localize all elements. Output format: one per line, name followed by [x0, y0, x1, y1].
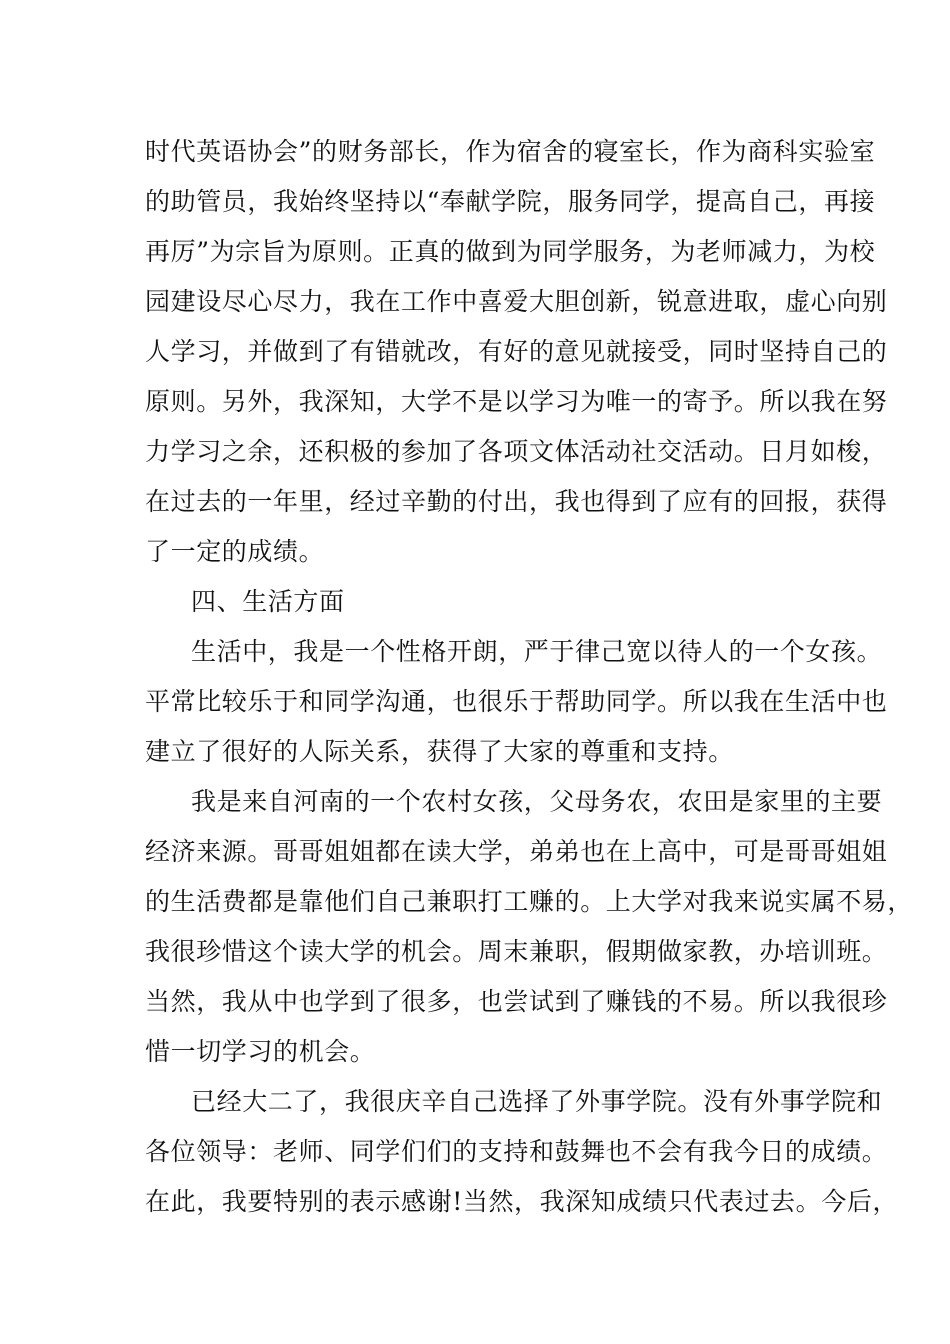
text-line: 在过去的一年里，经过辛勤的付出，我也得到了应有的回报，获得 [145, 487, 888, 516]
text-line: 平常比较乐于和同学沟通，也很乐于帮助同学。所以我在生活中也 [145, 687, 888, 716]
text-line: 力学习之余，还积极的参加了各项文体活动社交活动。日月如梭， [145, 437, 888, 466]
text-line: 我很珍惜这个读大学的机会。周末兼职，假期做家教，办培训班。 [145, 937, 888, 966]
text-line: 的助管员，我始终坚持以“奉献学院，服务同学，提高自己，再接 [145, 187, 876, 216]
text-line: 各位领导：老师、同学们们的支持和鼓舞也不会有我今日的成绩。 [145, 1137, 888, 1166]
paragraph-start: 我是来自河南的一个农村女孩，父母务农，农田是家里的主要 [191, 787, 883, 816]
text-line: 经济来源。哥哥姐姐都在读大学，弟弟也在上高中，可是哥哥姐姐 [145, 837, 888, 866]
text-line: 原则。另外，我深知，大学不是以学习为唯一的寄予。所以我在努 [145, 387, 888, 416]
text-line: 时代英语协会”的财务部长，作为宿舍的寝室长，作为商科实验室 [145, 137, 876, 166]
text-line: 人学习，并做到了有错就改，有好的意见就接受，同时坚持自己的 [145, 337, 888, 366]
text-line: 惜一切学习的机会。 [145, 1037, 376, 1066]
section-heading: 四、生活方面 [191, 587, 345, 616]
text-line: 当然，我从中也学到了很多，也尝试到了赚钱的不易。所以我很珍 [145, 987, 888, 1016]
text-line: 园建设尽心尽力，我在工作中喜爱大胆创新，锐意进取，虚心向别 [145, 287, 888, 316]
document-body [145, 127, 914, 1227]
paragraph-start: 已经大二了，我很庆辛自己选择了外事学院。没有外事学院和 [191, 1087, 883, 1116]
text-line: 了一定的成绩。 [145, 537, 325, 566]
text-line: 建立了很好的人际关系，获得了大家的尊重和支持。 [145, 737, 734, 766]
text-line: 再厉”为宗旨为原则。正真的做到为同学服务，为老师减力，为校 [145, 237, 876, 266]
paragraph-start: 生活中，我是一个性格开朗，严于律己宽以待人的一个女孩。 [191, 637, 883, 666]
text-line: 在此，我要特别的表示感谢!当然，我深知成绩只代表过去。今后， [145, 1187, 899, 1216]
text-line: 的生活费都是靠他们自己兼职打工赚的。上大学对我来说实属不易， [145, 887, 914, 916]
